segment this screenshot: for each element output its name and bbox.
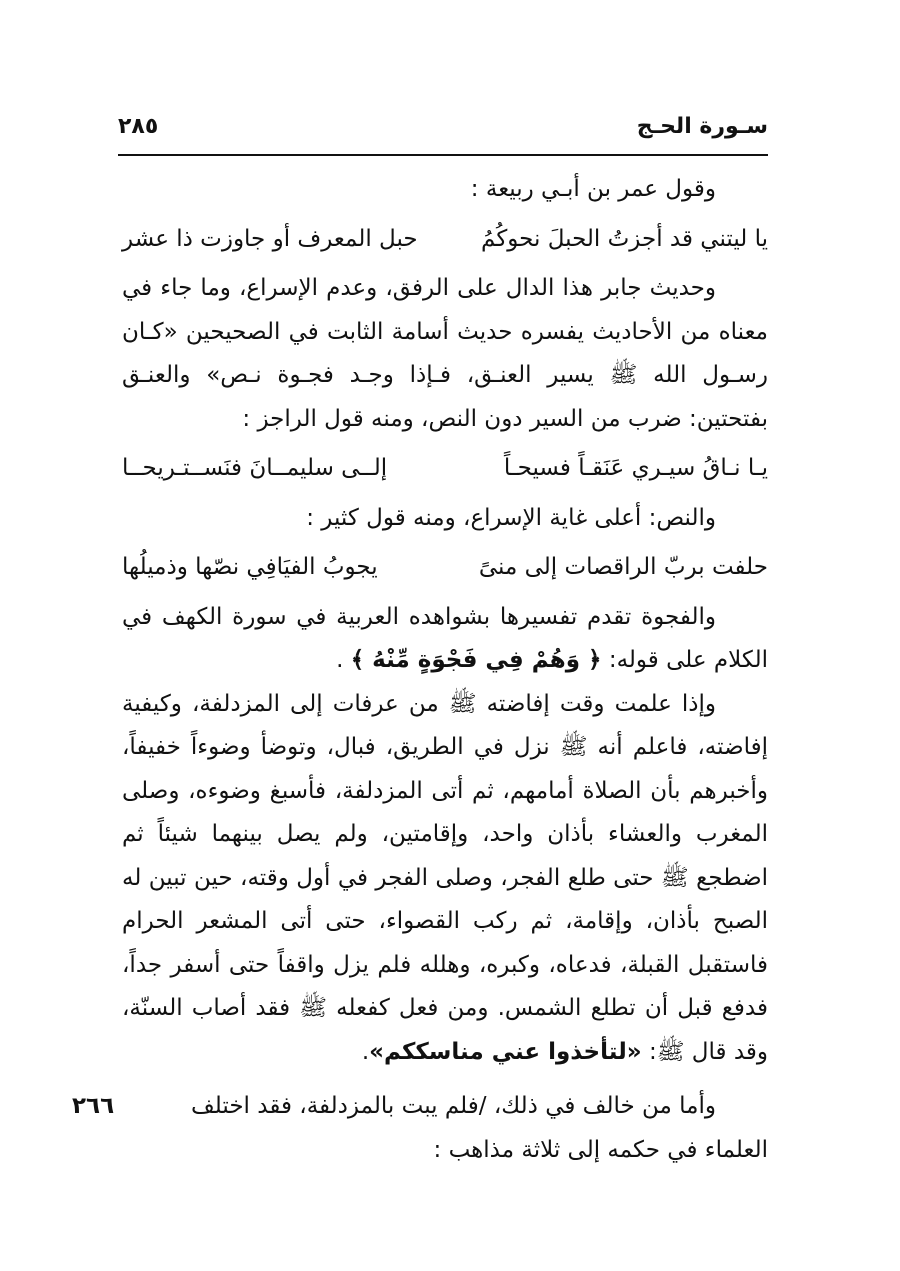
paragraph-disagreement xyxy=(72,1085,768,1172)
page-header xyxy=(118,110,768,156)
fajwa-end: . xyxy=(336,647,344,673)
poetry-verse-3 xyxy=(122,546,768,590)
verse-2-second-hemistich: إلــى سليمــانَ فنَســتـريحــا xyxy=(122,455,388,481)
verse-1-first-hemistich: يا ليتني قد أجزتُ الحبلَ نحوكُمُ xyxy=(481,225,768,252)
disagreement-text-2: العلماء في حكمه إلى ثلاثة مذاهب : xyxy=(433,1136,768,1163)
poetry-verse-1 xyxy=(122,218,768,262)
fajwa-text: والفجوة تقدم تفسيرها بشواهده العربية في سورة الكهف في الكلام على قوله: xyxy=(122,603,768,673)
verse-3-first-hemistich: حلفت بربّ الراقصات إلى منىً xyxy=(478,554,768,580)
ifada-text: وإذا علمت وقت إفاضته ﷺ من عرفات إلى المزدلفة، وكيفية إفاضته، فاعلم أنه ﷺ نزل في الطريق، فبال، وتوضأ وضوءاً خفيفاً، وأخبرهم بأن الصلاة أمامهم، ثم أتى المزدلفة، فأسبغ وضوءه، وصلى المغرب والعشاء بأذان واحد، وإقامتين، ولم يصل بينهما شيئاً ثم اضطجع ﷺ حتى طلع الفجر، وصلى الفجر في أول وقته، حين تبين له الصبح بأذان، وإقامة، ثم ركب القصواء، حتى أتى المشعر الحرام فاستقبل القبلة، فدعاه، وكبره، وهلله فلم يزل واقفاً حتى أسفر جداً، فدفع قبل أن تطلع الشمس. ومن فعل كفعله ﷺ فقد أصاب السنّة، وقد قال ﷺ: xyxy=(122,690,768,1065)
page-number: ٢٨٥ xyxy=(118,114,159,139)
disagreement-line-2 xyxy=(72,1129,768,1173)
disagreement-text-1: وأما من خالف في ذلك، /فلم يبت بالمزدلفة، فقد اختلف xyxy=(190,1093,716,1119)
paragraph-intro-umar: وقول عمر بن أبـي ربيعة : xyxy=(470,176,716,202)
quran-quote: ﴿ وَهُمْ فِي فَجْوَةٍ مِّنْهُ ﴾ xyxy=(350,647,602,673)
paragraph-ifada xyxy=(122,683,768,1075)
verse-1-second-hemistich: حبل المعرف أو جاوزت ذا عشر xyxy=(122,225,418,252)
poetry-verse-2 xyxy=(122,447,768,491)
paragraph-hadith-jabir: وحديث جابر هذا الدال على الرفق، وعدم الإسراع، وما جاء في معناه من الأحاديث يفسره حديث أسامة الثابت في الصحيحين «كـان رسـول الله ﷺ يسير العنـق، فـإذا وجـد فجـوة نـص» والعنـق بفتحتين: ضرب من السير دون النص، ومنه قول الراجز : xyxy=(122,275,768,432)
margin-page-reference: ٢٦٦ xyxy=(72,1093,115,1119)
verse-2-first-hemistich: يـا نـاقُ سيـري عَنَقـاً فسيحـاً xyxy=(503,455,768,481)
ifada-end: . xyxy=(361,1038,370,1065)
disagreement-line-1 xyxy=(72,1085,768,1129)
hadith-quote: «لتأخذوا عني مناسككم» xyxy=(369,1038,642,1065)
page-body xyxy=(122,168,768,1074)
verse-3-second-hemistich: يجوبُ الفيَافِي نصّها وذميلُها xyxy=(122,554,378,580)
paragraph-fajwa xyxy=(122,596,768,683)
paragraph-nass-definition: والنص: أعلى غاية الإسراع، ومنه قول كثير : xyxy=(306,504,716,531)
surah-title: سـورة الحـج xyxy=(636,114,768,139)
